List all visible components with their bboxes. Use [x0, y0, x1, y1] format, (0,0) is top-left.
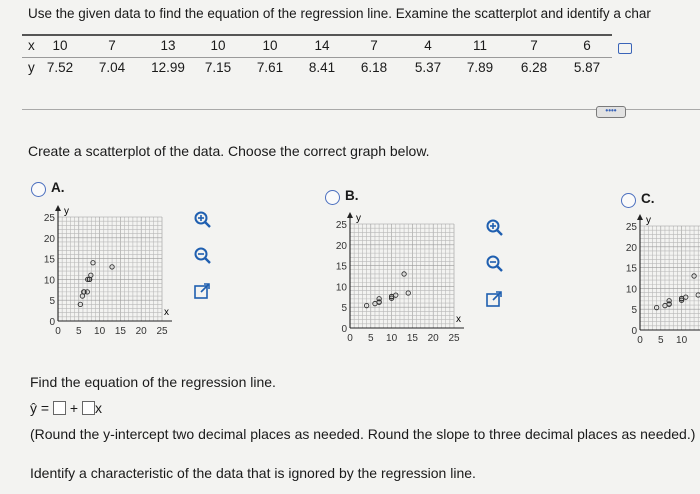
y-tick-label: 0: [341, 324, 347, 335]
y-axis-arrow: [55, 205, 61, 211]
y-value-cell: 6.28: [520, 60, 548, 75]
y-axis-label: y: [356, 213, 361, 224]
y-tick-label: 0: [631, 326, 637, 337]
x-tick-label: 10: [94, 326, 106, 337]
x-row-label: x: [28, 38, 35, 53]
find-equation-label: Find the equation of the regression line.: [30, 374, 276, 390]
x-tick-label: 10: [386, 333, 398, 344]
option-a-graph: [36, 205, 186, 347]
copy-data-icon[interactable]: [618, 43, 632, 54]
option-a-tools: [193, 210, 213, 305]
y-tick-label: 5: [49, 296, 55, 308]
y-value-cell: 5.87: [573, 60, 601, 75]
x-tick-label: 0: [637, 335, 643, 346]
popout-icon[interactable]: [195, 284, 209, 298]
x-tick-label: 20: [427, 333, 439, 344]
option-a-radio[interactable]: [31, 182, 46, 197]
table-row-rule: [22, 57, 612, 58]
x-tick-label: 15: [114, 326, 126, 337]
y-axis-label: y: [64, 206, 69, 217]
zoom-in-icon[interactable]: [196, 213, 211, 228]
y-tick-label: 20: [335, 240, 347, 252]
x-tick-label: 5: [76, 326, 82, 337]
option-a-label[interactable]: A.: [51, 180, 65, 195]
option-c-radio[interactable]: [621, 193, 636, 208]
option-b-label[interactable]: B.: [345, 188, 359, 203]
question-text: Use the given data to find the equation of the regression line. Examine the scatterplot and identify a char: [28, 6, 651, 21]
y-tick-label: 10: [43, 275, 55, 287]
y-value-cell: 8.41: [308, 60, 336, 75]
x-value-cell: 13: [160, 38, 176, 53]
x-tick-label: 25: [156, 326, 168, 337]
option-b-tools: [485, 218, 505, 313]
x-value-cell: 4: [424, 38, 432, 53]
y-value-cell: 12.99: [151, 60, 185, 75]
x-value-cell: 10: [262, 38, 278, 53]
x-value-cell: 11: [472, 38, 487, 53]
y-value-cell: 7.89: [466, 60, 494, 75]
y-tick-label: 0: [49, 317, 55, 328]
y-tick-label: 15: [625, 263, 637, 275]
y-tick-label: 10: [625, 284, 637, 296]
grid: [640, 226, 700, 330]
x-value-cell: 6: [583, 38, 591, 53]
x-value-cell: 7: [530, 38, 538, 53]
x-value-cell: 7: [108, 38, 116, 53]
y-value-cell: 7.04: [98, 60, 126, 75]
y-tick-label: 5: [341, 303, 347, 315]
y-axis-label: y: [646, 215, 651, 226]
grid: [350, 224, 454, 328]
y-axis-arrow: [347, 212, 353, 218]
rounding-note: (Round the y-intercept two decimal places as needed. Round the slope to three decimal places as needed.): [30, 426, 696, 442]
y-tick-label: 25: [335, 220, 347, 231]
slope-input[interactable]: [82, 401, 95, 415]
zoom-out-icon[interactable]: [488, 257, 503, 272]
y-tick-label: 10: [335, 282, 347, 294]
x-tick-label: 25: [448, 333, 460, 344]
popout-icon[interactable]: [487, 292, 501, 306]
x-tick-label: 0: [347, 333, 353, 344]
x-value-cell: 14: [314, 38, 330, 53]
expand-more-button[interactable]: ••••: [596, 106, 626, 118]
x-variable: x: [94, 400, 102, 416]
table-top-rule: [22, 34, 612, 36]
x-axis-label: x: [456, 314, 461, 325]
x-tick-label: 0: [55, 326, 61, 337]
option-c-label[interactable]: C.: [641, 191, 655, 206]
y-tick-label: 25: [625, 222, 637, 233]
yhat-symbol: ŷ =: [30, 400, 50, 416]
x-value-cell: 7: [370, 38, 378, 53]
option-b-graph: [328, 212, 478, 354]
y-value-cell: 7.61: [256, 60, 284, 75]
y-tick-label: 5: [631, 305, 637, 317]
option-b-radio[interactable]: [325, 190, 340, 205]
x-tick-label: 10: [676, 335, 688, 346]
y-row-label: y: [28, 60, 35, 75]
plus-sign: +: [69, 400, 79, 416]
y-value-cell: 5.37: [414, 60, 442, 75]
identify-characteristic-label: Identify a characteristic of the data that is ignored by the regression line.: [30, 465, 476, 481]
y-tick-label: 20: [625, 242, 637, 254]
x-value-cell: 10: [210, 38, 226, 53]
scatterplot-prompt: Create a scatterplot of the data. Choose the correct graph below.: [28, 143, 430, 159]
y-value-cell: 6.18: [360, 60, 388, 75]
x-tick-label: 20: [135, 326, 147, 337]
x-tick-label: 5: [368, 333, 374, 344]
grid: [58, 217, 162, 321]
y-value-cell: 7.15: [204, 60, 232, 75]
y-tick-label: 15: [43, 254, 55, 266]
x-axis-label: x: [164, 307, 169, 318]
intercept-input[interactable]: [53, 401, 66, 415]
y-tick-label: 25: [43, 213, 55, 224]
y-axis-arrow: [637, 214, 643, 220]
x-tick-label: 15: [406, 333, 418, 344]
y-tick-label: 15: [335, 261, 347, 273]
x-tick-label: 5: [658, 335, 664, 346]
y-value-cell: 7.52: [46, 60, 74, 75]
regression-equation: [30, 400, 102, 416]
x-value-cell: 10: [52, 38, 68, 53]
zoom-out-icon[interactable]: [196, 249, 211, 264]
y-tick-label: 20: [43, 233, 55, 245]
zoom-in-icon[interactable]: [488, 221, 503, 236]
option-c-graph: [618, 214, 700, 356]
